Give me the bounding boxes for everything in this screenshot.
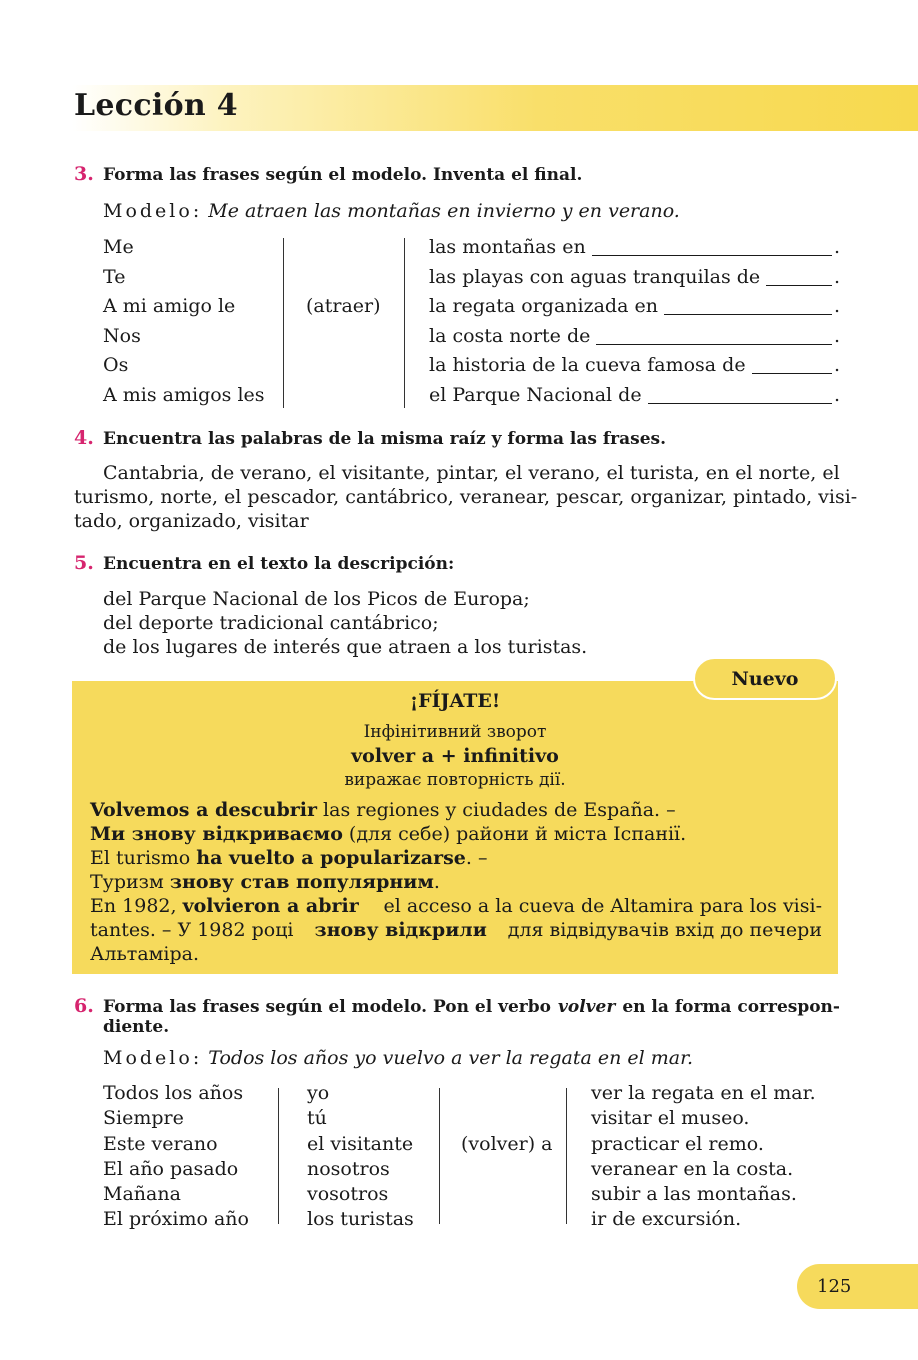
page-number: 125 bbox=[797, 1264, 918, 1309]
exercise-5-title: Encuentra en el texto la descripción: bbox=[103, 554, 455, 574]
modelo-label: Modelo: bbox=[103, 1047, 203, 1069]
exercise-6-number: 6. bbox=[74, 995, 94, 1017]
example-highlight: ha vuelto a popularizarse bbox=[196, 847, 466, 869]
exercise-3-title: Forma las frases según el modelo. Inventa el final. bbox=[103, 165, 583, 185]
subject-item: vosotros bbox=[307, 1183, 389, 1206]
example-highlight: Volvemos a descubrir bbox=[90, 799, 318, 821]
exercise-6-modelo bbox=[103, 1046, 693, 1070]
subject-item: A mi amigo le bbox=[103, 295, 236, 318]
action-item: practicar el remo. bbox=[591, 1132, 764, 1155]
example-text: tantes. – У 1982 році bbox=[90, 919, 294, 941]
action-item: ver la regata en el mar. bbox=[591, 1082, 816, 1104]
example-line bbox=[90, 822, 822, 846]
subject-item: Te bbox=[103, 265, 126, 288]
fijate-subheading: Інфінітивний зворот bbox=[363, 722, 547, 742]
example-line bbox=[90, 894, 822, 918]
example-line bbox=[90, 918, 822, 942]
column-divider bbox=[439, 1088, 440, 1224]
answer-blank bbox=[766, 265, 832, 286]
title-line bbox=[103, 997, 840, 1017]
column-divider bbox=[404, 238, 405, 408]
exercise-3-verb: (atraer) bbox=[306, 295, 381, 317]
example-text: (для себе) райони й міста Іспанії. bbox=[342, 823, 687, 845]
example-text: En 1982, bbox=[90, 895, 183, 917]
exercise-6-title bbox=[103, 997, 840, 1037]
exercise-5-number: 5. bbox=[74, 552, 94, 574]
ending-row: la regata organizada en . bbox=[429, 295, 840, 318]
exercise-3-subjects bbox=[103, 235, 265, 413]
subject-item: yo bbox=[307, 1082, 330, 1104]
subject-item: Os bbox=[103, 354, 129, 377]
modelo-label: Modelo: bbox=[103, 200, 203, 222]
time-item: Todos los años bbox=[103, 1082, 244, 1104]
example-highlight: знову став популярним bbox=[169, 871, 434, 893]
example-text: las regiones y ciudades de España. – bbox=[317, 799, 676, 821]
example-text: . bbox=[433, 871, 440, 893]
example-line: Альтаміра. bbox=[90, 943, 200, 965]
ending-text: las playas con aguas tranquilas de bbox=[429, 265, 761, 288]
column-divider bbox=[283, 238, 284, 408]
exercise-6-verb: (volver) a bbox=[461, 1133, 553, 1155]
exercise-4-number: 4. bbox=[74, 427, 94, 449]
example-text: Туризм bbox=[90, 871, 170, 893]
lesson-title: Lección 4 bbox=[74, 88, 238, 123]
action-item: veranear en la costa. bbox=[591, 1157, 794, 1180]
time-item: El próximo año bbox=[103, 1208, 249, 1231]
ending-text: el Parque Nacional de bbox=[429, 383, 642, 406]
answer-blank bbox=[596, 324, 832, 345]
action-item: ir de excursión. bbox=[591, 1208, 742, 1231]
exercise-6-actions bbox=[591, 1081, 816, 1233]
title-part-italic: volver bbox=[557, 997, 616, 1017]
answer-blank bbox=[664, 294, 832, 315]
subject-item: A mis amigos les bbox=[103, 383, 265, 406]
action-item: visitar el museo. bbox=[591, 1107, 750, 1130]
list-item: de los lugares de interés que atraen a los turistas. bbox=[103, 636, 588, 658]
answer-blank bbox=[648, 383, 832, 404]
exercise-4-words bbox=[74, 461, 858, 533]
exercise-4-title: Encuentra las palabras de la misma raíz y forma las frases. bbox=[103, 429, 667, 449]
words-line: Cantabria, de verano, el visitante, pintar, el verano, el turista, en el norte, el bbox=[103, 462, 840, 484]
subject-item: Nos bbox=[103, 324, 141, 347]
title-part: en la forma correspon- bbox=[622, 997, 840, 1017]
modelo-text: Me atraen las montañas en invierno y en verano. bbox=[208, 200, 680, 222]
example-line bbox=[90, 798, 822, 822]
column-divider bbox=[566, 1088, 567, 1224]
action-item: subir a las montañas. bbox=[591, 1183, 797, 1206]
subject-item: el visitante bbox=[307, 1132, 414, 1155]
answer-blank bbox=[752, 353, 832, 374]
ending-text: las montañas en bbox=[429, 236, 586, 258]
answer-blank bbox=[592, 235, 832, 256]
time-item: Este verano bbox=[103, 1132, 218, 1155]
subject-item: nosotros bbox=[307, 1157, 390, 1180]
exercise-3-number: 3. bbox=[74, 163, 94, 185]
example-highlight: volvieron a abrir bbox=[182, 895, 359, 917]
column-divider bbox=[278, 1088, 279, 1224]
exercise-3-modelo bbox=[103, 199, 680, 223]
ending-text: la costa norte de bbox=[429, 324, 591, 347]
example-line bbox=[90, 870, 822, 894]
fijate-description: виражає повторність дії. bbox=[344, 770, 566, 790]
list-item: del Parque Nacional de los Picos de Europa; bbox=[103, 588, 530, 610]
example-text: el acceso a la cueva de Altamira para los visi- bbox=[383, 895, 822, 917]
subject-item: los turistas bbox=[307, 1208, 414, 1231]
example-line bbox=[90, 846, 822, 870]
ending-text: la regata organizada en bbox=[429, 295, 658, 318]
example-text: . – bbox=[465, 847, 488, 869]
fijate-formula: volver a + infinitivo bbox=[351, 745, 559, 767]
ending-row: la historia de la cueva famosa de . bbox=[429, 354, 840, 377]
list-item: del deporte tradicional cantábrico; bbox=[103, 612, 439, 634]
title-line: diente. bbox=[103, 1017, 170, 1037]
ending-row: el Parque Nacional de . bbox=[429, 383, 840, 406]
fijate-examples bbox=[90, 798, 822, 966]
title-part: Forma las frases según el modelo. Pon el verbo bbox=[103, 997, 551, 1017]
ending-text: la historia de la cueva famosa de bbox=[429, 354, 746, 377]
ending-row: las montañas en . bbox=[429, 236, 840, 258]
modelo-text: Todos los años yo vuelvo a ver la regata en el mar. bbox=[208, 1047, 694, 1069]
nuevo-tab: Nuevo bbox=[693, 657, 837, 700]
example-highlight: Ми знову відкриваємо bbox=[90, 823, 343, 845]
words-line: turismo, norte, el pescador, cantábrico, veranear, pescar, organizar, pintado, visi- bbox=[74, 486, 858, 508]
time-item: Mañana bbox=[103, 1183, 181, 1206]
exercise-6-subjects bbox=[307, 1081, 414, 1233]
exercise-6-times bbox=[103, 1081, 249, 1233]
example-highlight: знову відкрили bbox=[314, 919, 487, 941]
ending-row: las playas con aguas tranquilas de . bbox=[429, 265, 840, 288]
subject-item: tú bbox=[307, 1107, 327, 1130]
exercise-3-endings bbox=[429, 235, 840, 413]
example-text: для відвідувачів вхід до печери bbox=[507, 919, 822, 941]
time-item: Siempre bbox=[103, 1107, 184, 1130]
fijate-heading: ¡FÍJATE! bbox=[409, 690, 501, 712]
subject-item: Me bbox=[103, 236, 134, 258]
time-item: El año pasado bbox=[103, 1157, 239, 1180]
exercise-5-list bbox=[103, 587, 587, 659]
ending-row: la costa norte de . bbox=[429, 324, 840, 347]
example-text: El turismo bbox=[90, 847, 197, 869]
words-line: tado, organizado, visitar bbox=[74, 510, 309, 532]
